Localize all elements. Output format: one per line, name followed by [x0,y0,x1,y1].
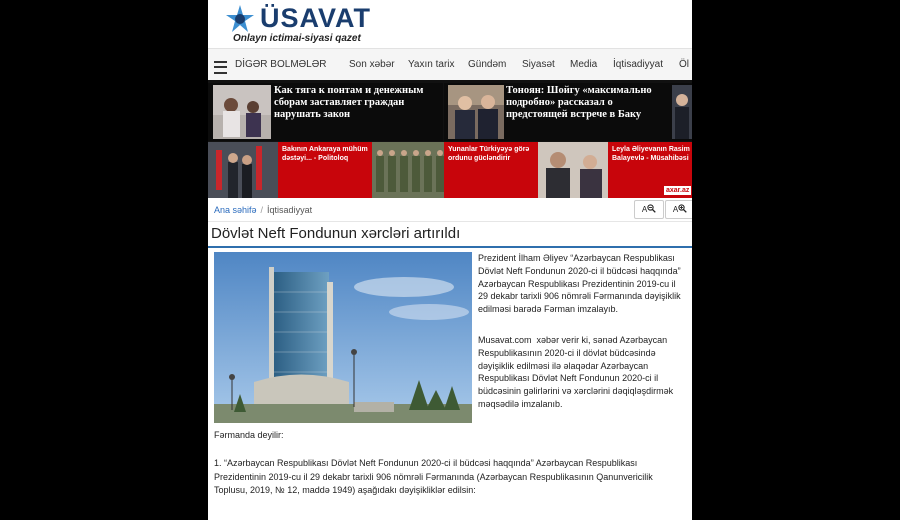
article-photo [214,252,472,423]
divider [208,221,692,222]
zoom-out-icon [647,204,656,213]
web-page [208,0,692,520]
banner-strip-headline[interactable]: Leyla Əliyevanın Rasim Balayevlə - Müsahibəsi [612,146,690,162]
banner-photo [372,142,444,198]
nav-item-recent-history[interactable]: Yaxın tarix [408,59,455,70]
banner-photo [213,85,271,139]
banner-headline[interactable]: Тонoян: Шойгу «максимально подробно» рассказал о предстоящей встрече в Баку [506,85,652,120]
news-banner[interactable] [208,80,692,198]
nav-item-agenda[interactable]: Gündəm [468,59,507,70]
nav-other-sections[interactable]: DİGƏR BOLMƏLƏR [235,59,327,70]
banner-strip-headline[interactable]: Yunanlar Türkiyəyə görə ordunu gücləndirir [448,146,530,162]
article-paragraph: Fərmanda deyilir: [214,430,284,440]
banner-story[interactable] [208,83,443,141]
nav-item-media[interactable]: Media [570,59,598,70]
title-underline [208,246,692,248]
logo-icon[interactable] [224,4,256,34]
banner-brand: axar.az [666,187,690,194]
banner-strip-headline[interactable]: Bakının Ankaraya mühüm dəstəyi... - Politoloq [282,146,368,162]
breadcrumb-separator: / [260,205,264,215]
banner-strip[interactable] [208,142,692,198]
site-logo-text[interactable]: ÜSAVAT [260,3,371,33]
banner-story[interactable] [444,83,692,141]
font-decrease-label: A [641,205,648,214]
font-decrease-button[interactable] [634,200,664,219]
article-paragraph: Prezident İlham Əliyev “Azərbaycan Respublikası Dövlət Neft Fondunun 2020-ci il büdcəsi haqqında” Azərbaycan Respublikası Prezidentinin 2019-cu il 29 dekabr tarixli 906 nömrəli Fərmanında dəyişiklik edilməsi barədə Fərman imzalayıb. [478,253,681,315]
site-tagline: Onlayn ictimai-siyasi qazet [233,33,361,44]
font-increase-button[interactable] [665,200,692,219]
main-nav [208,48,692,82]
banner-headline[interactable]: Как тяга к понтам и денежным сборам заставляет граждан нарушать закон [274,85,424,120]
nav-item-more[interactable]: Öl [679,59,689,70]
article-title: Dövlət Neft Fondunun xərcləri artırıldı [211,225,461,242]
zoom-in-icon [678,204,687,213]
site-header [208,0,692,48]
breadcrumb-current[interactable]: İqtisadiyyat [267,205,313,215]
article-paragraph [478,334,688,411]
breadcrumb-home[interactable]: Ana səhifə [214,205,257,215]
menu-icon[interactable] [214,61,227,74]
breadcrumb [214,205,312,215]
source-link[interactable]: Musavat.com [478,335,532,345]
banner-photo [672,85,692,139]
font-increase-label: A [672,205,679,214]
article-paragraph: 1. “Azərbaycan Respublikası Dövlət Neft Fondunun 2020-ci il büdcəsi haqqında” Azərbaycan Respublikası Prezidentinin 2019-cu il 29 dekabr tarixli 906 nömrəli Fərmanında (Azərbaycan Respublikasının Qanunvericilik Toplusu, 2019, № 12, maddə 1949) aşağıdakı dəyişikliklər edilsin: [214,458,653,495]
nav-item-economy[interactable]: İqtisadiyyat [613,59,664,70]
banner-photo [208,142,278,198]
nav-item-latest[interactable]: Son xəbər [349,59,395,70]
banner-photo [538,142,608,198]
nav-item-politics[interactable]: Siyasət [522,59,555,70]
banner-photo [448,85,504,139]
article-paragraph-text: xəbər verir ki, sənəd Azərbaycan Respublikasının 2020-ci il dövlət büdcəsində dəyişiklik edilməsi ilə əlaqədar Azərbaycan Respublikası Dövlət Neft Fondunun 2020-ci il büdcəsinin gəlirlərini və xərclərini dəqiqləşdirmək məqsədilə imzalanıb. [478,335,674,409]
